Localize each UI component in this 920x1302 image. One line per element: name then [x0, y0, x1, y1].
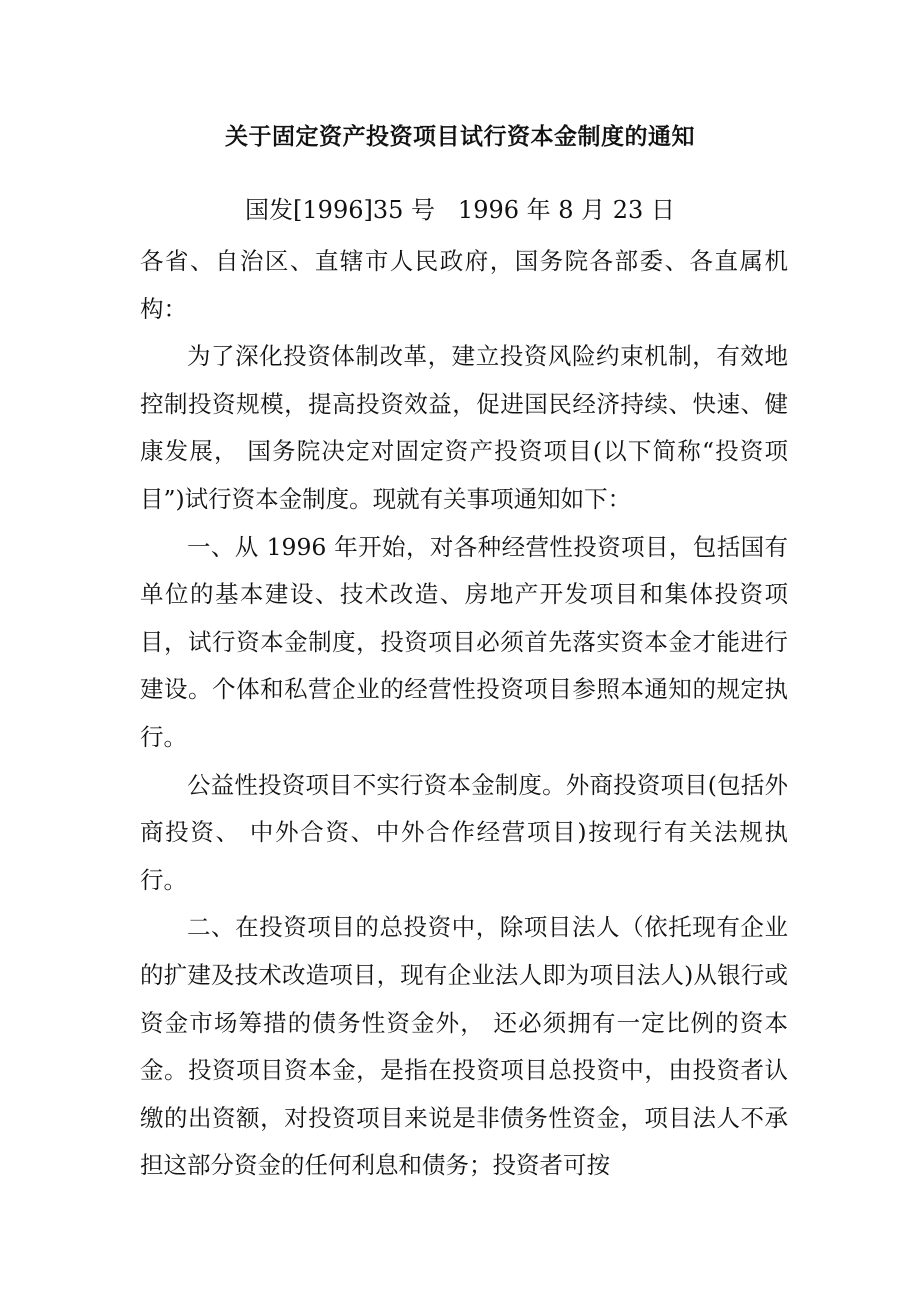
document-number-date: [0, 190, 920, 225]
paragraph-section-1: 一、从 1996 年开始，对各种经营性投资项目，包括国有单位的基本建设、技术改造、房地产开发项目和集体投资项目，试行资本金制度，投资项目必须首先落实资本金才能进行建设。个体和私营企业的经营性投资项目参照本通知的规定执行。: [140, 532, 788, 751]
paragraph-section-2: 二、在投资项目的总投资中，除项目法人（依托现有企业的扩建及技术改造项目，现有企业法人即为项目法人)从银行或资金市场筹措的债务性资金外， 还必须拥有一定比例的资本金。投资项目资本金，是指在投资项目总投资中，由投资者认缴的出资额，对投资项目来说是非债务性资金，项目法人不承担这部分资金的任何利息和债务；投资者可按: [140, 913, 788, 1180]
salutation: 各省、自治区、直辖市人民政府，国务院各部委、各直属机构：: [140, 247, 788, 323]
document-date: 1996 年 8 月 23 日: [457, 196, 675, 224]
document-body: [140, 238, 788, 1190]
document-number: 国发[1996]35 号: [245, 196, 436, 224]
paragraph-intro: 为了深化投资体制改革，建立投资风险约束机制，有效地控制投资规模，提高投资效益，促进国民经济持续、快速、健康发展， 国务院决定对固定资产投资项目(以下简称“投资项目”)试行资本金制度。现就有关事项通知如下：: [140, 342, 788, 513]
paragraph-public-welfare: 公益性投资项目不实行资本金制度。外商投资项目(包括外商投资、 中外合资、中外合作经营项目)按现行有关法规执行。: [140, 770, 788, 894]
document-title: 关于固定资产投资项目试行资本金制度的通知: [225, 123, 695, 150]
